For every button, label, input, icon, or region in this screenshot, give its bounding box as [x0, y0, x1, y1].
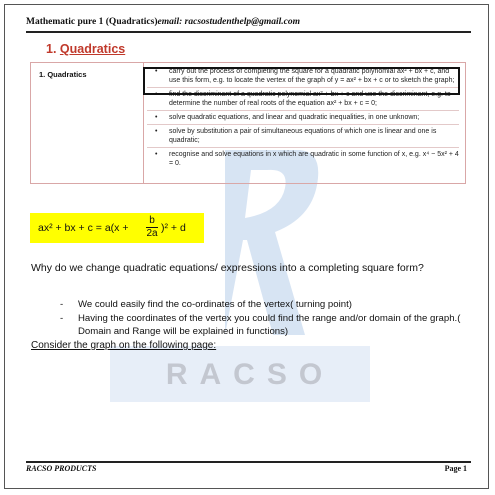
section-heading	[46, 42, 125, 56]
formula-right: )² + d	[161, 222, 186, 234]
objective-text: find the discriminant of a quadratic polynomial ax² + bx + c and use the discriminant, e.g. to determine the number of real roots of the equation ax² + bx + c = 0;	[169, 91, 451, 107]
header-title: Mathematic pure 1 (Quadratics)	[26, 17, 158, 27]
dash: -	[60, 313, 64, 324]
objective-text: recognise and solve equations in x which are quadratic in some function of x, e.g. x⁴ − 5x² + 4 = 0.	[169, 151, 459, 167]
bullet: •	[155, 91, 158, 98]
section-title: Quadratics	[59, 42, 126, 56]
reason-text: Having the coordinates of the vertex you could find the range and/or domain of the graph.( Domain and Range will be explained in functions)	[78, 313, 461, 337]
objective-text: solve by substitution a pair of simultaneous equations of which one is linear and one is quadratic;	[169, 128, 437, 144]
objective-text: carry out the process of completing the square for a quadratic polynomial ax² + bx + c, and use this form, e.g. to locate the vertex of the graph of y = ax² + bx + c or to sketch the graph;	[169, 68, 455, 84]
bullet: •	[155, 128, 158, 135]
bullet: •	[155, 114, 158, 121]
highlight-box	[143, 67, 460, 95]
reason-text: We could easily find the co-ordinates of the vertex( turning point)	[78, 299, 352, 310]
watermark-text: RACSO	[165, 358, 335, 391]
list-item	[147, 113, 459, 125]
formula-denominator: 2a	[146, 228, 158, 239]
page-number: Page 1	[444, 464, 467, 473]
consider-text: Consider the graph on the following page:	[31, 340, 217, 351]
objective-text: solve quadratic equations, and linear and quadratic inequalities, in one unknown;	[169, 114, 420, 121]
bullet: •	[155, 151, 158, 158]
list-item	[60, 298, 470, 311]
header-rule	[26, 31, 471, 33]
footer-brand: RACSO PRODUCTS	[26, 464, 97, 473]
question-text: Why do we change quadratic equations/ expressions into a completing square form?	[31, 262, 424, 274]
reasons-list	[60, 298, 470, 339]
list-item	[60, 312, 470, 338]
header-email: email: racsostudenthelp@gmail.com	[157, 17, 300, 27]
formula-left: ax² + bx + c = a(x +	[38, 222, 129, 234]
list-item	[147, 127, 459, 148]
page-header	[26, 17, 471, 27]
formula-box	[30, 213, 204, 243]
table-topic-label: 1. Quadratics	[39, 70, 87, 79]
formula-numerator: b	[149, 215, 155, 226]
bullet: •	[155, 68, 158, 75]
list-item	[147, 150, 459, 170]
dash: -	[60, 299, 64, 310]
section-number: 1.	[46, 42, 57, 56]
footer-rule	[26, 461, 471, 463]
formula-fraction	[145, 215, 159, 240]
